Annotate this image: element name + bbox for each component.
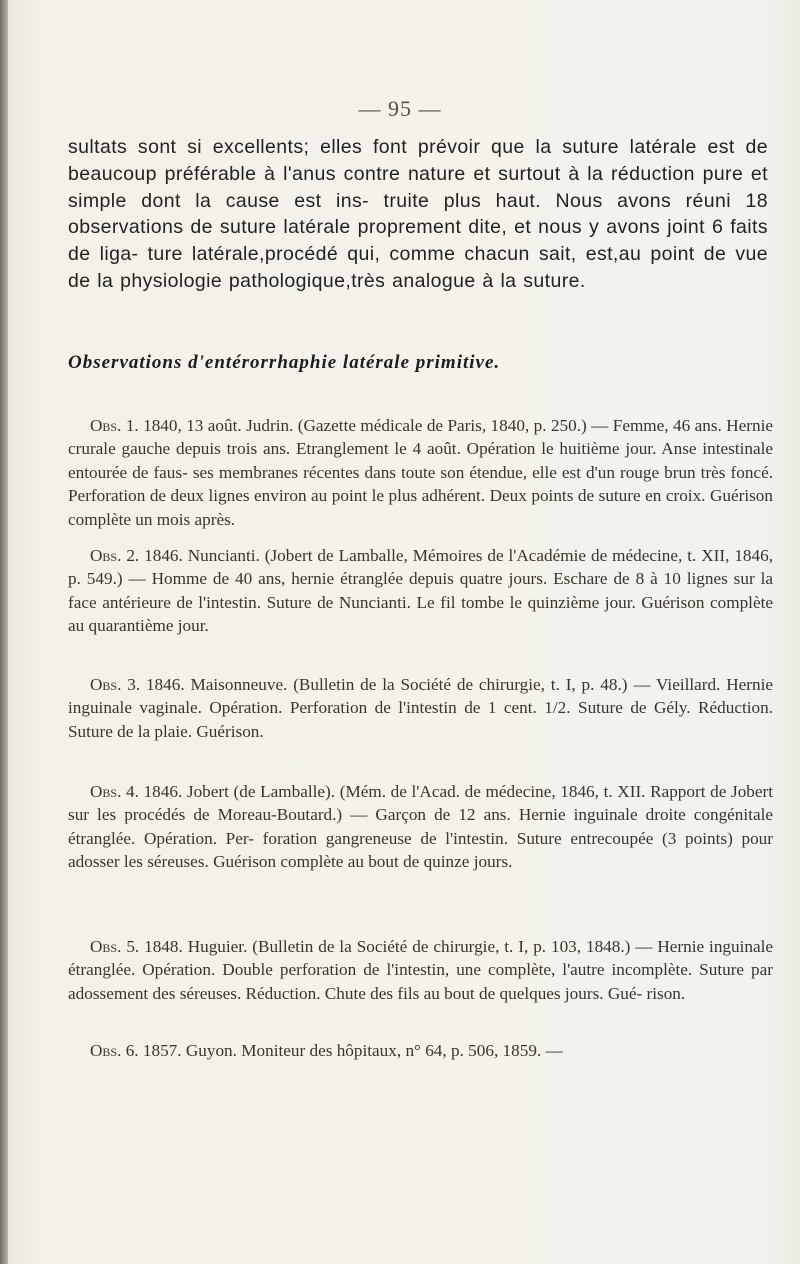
observation-label: Obs. (90, 416, 122, 435)
section-heading: Observations d'entérorrhaphie latérale primitive. (68, 352, 501, 373)
observation-text: 6. 1857. Guyon. Moniteur des hôpitaux, n° 64, p. 506, 1859. — (125, 1041, 563, 1060)
page-binding-edge (0, 0, 8, 1264)
observation-label: Obs. (90, 675, 122, 694)
observation-4 (68, 780, 773, 874)
observation-label: Obs. (90, 782, 122, 801)
observation-text: 2. 1846. Nuncianti. (Jobert de Lamballe, Mémoires de l'Académie de médecine, t. XII, 1846, p. 549.) — Homme de 40 ans, hernie étranglée depuis quatre jours. Eschare de 8 à 10 lignes sur la face antérieure de l'intestin. Suture de Nuncianti. Le fil tombe le quinzième jour. Guérison complète au quarantième jour. (68, 546, 773, 636)
observation-label: Obs. (90, 937, 122, 956)
observation-3 (68, 673, 773, 743)
observation-text: 5. 1848. Huguier. (Bulletin de la Société de chirurgie, t. I, p. 103, 1848.) — Hernie inguinale étranglée. Opération. Double perforation de l'intestin, une complète, l'autre incomplète. Suture par adossement des séreuses. Réduction. Chute des fils au bout de quelques jours. Gué- rison. (68, 937, 774, 1003)
observation-text: 4. 1846. Jobert (de Lamballe). (Mém. de l'Acad. de médecine, 1846, t. XII. Rapport de Jobert sur les procédés de Moreau-Boutard.) — Garçon de 12 ans. Hernie inguinale droite congénitale étranglée. Opération. Per- foration gangreneuse de l'intestin. Suture entrecoupée (3 points) pour adosser les séreuses. Guérison complète au bout de quinze jours. (68, 782, 774, 872)
observation-5 (68, 935, 773, 1005)
observation-1 (68, 414, 773, 531)
observation-label: Obs. (90, 546, 122, 565)
observation-label: Obs. (90, 1041, 122, 1060)
page-number: — 95 — (358, 96, 442, 121)
observation-6 (68, 1039, 773, 1062)
intro-paragraph: sultats sont si excellents; elles font prévoir que la suture latérale est de beaucoup préférable à l'anus contre nature et surtout à la réduction pure et simple dont la cause est ins- truite plus haut. Nous avons réuni 18 observations de suture latérale proprement dite, et nous y avons joint 6 faits de liga- ture latérale,procédé qui, comme chacun sait, est,au point de vue de la physiologie pathologique,très analogue à la suture. (68, 136, 768, 292)
observation-text: 1. 1840, 13 août. Judrin. (Gazette médicale de Paris, 1840, p. 250.) — Femme, 46 ans. Hernie crurale gauche depuis trois ans. Etranglement le 4 août. Opération le huitième jour. Anse intestinale entourée de faus- ses membranes récentes dans toute son étendue, elle est d'un rouge brun très foncé. Perforation de deux lignes environ au point le plus adhérent. Deux points de suture en croix. Guérison complète un mois après. (68, 416, 774, 529)
observation-text: 3. 1846. Maisonneuve. (Bulletin de la Société de chirurgie, t. I, p. 48.) — Vieillard. Hernie inguinale vaginale. Opération. Perforation de l'intestin de 1 cent. 1/2. Suture de Gély. Réduction. Suture de la plaie. Guérison. (68, 675, 773, 741)
observation-2 (68, 544, 773, 638)
